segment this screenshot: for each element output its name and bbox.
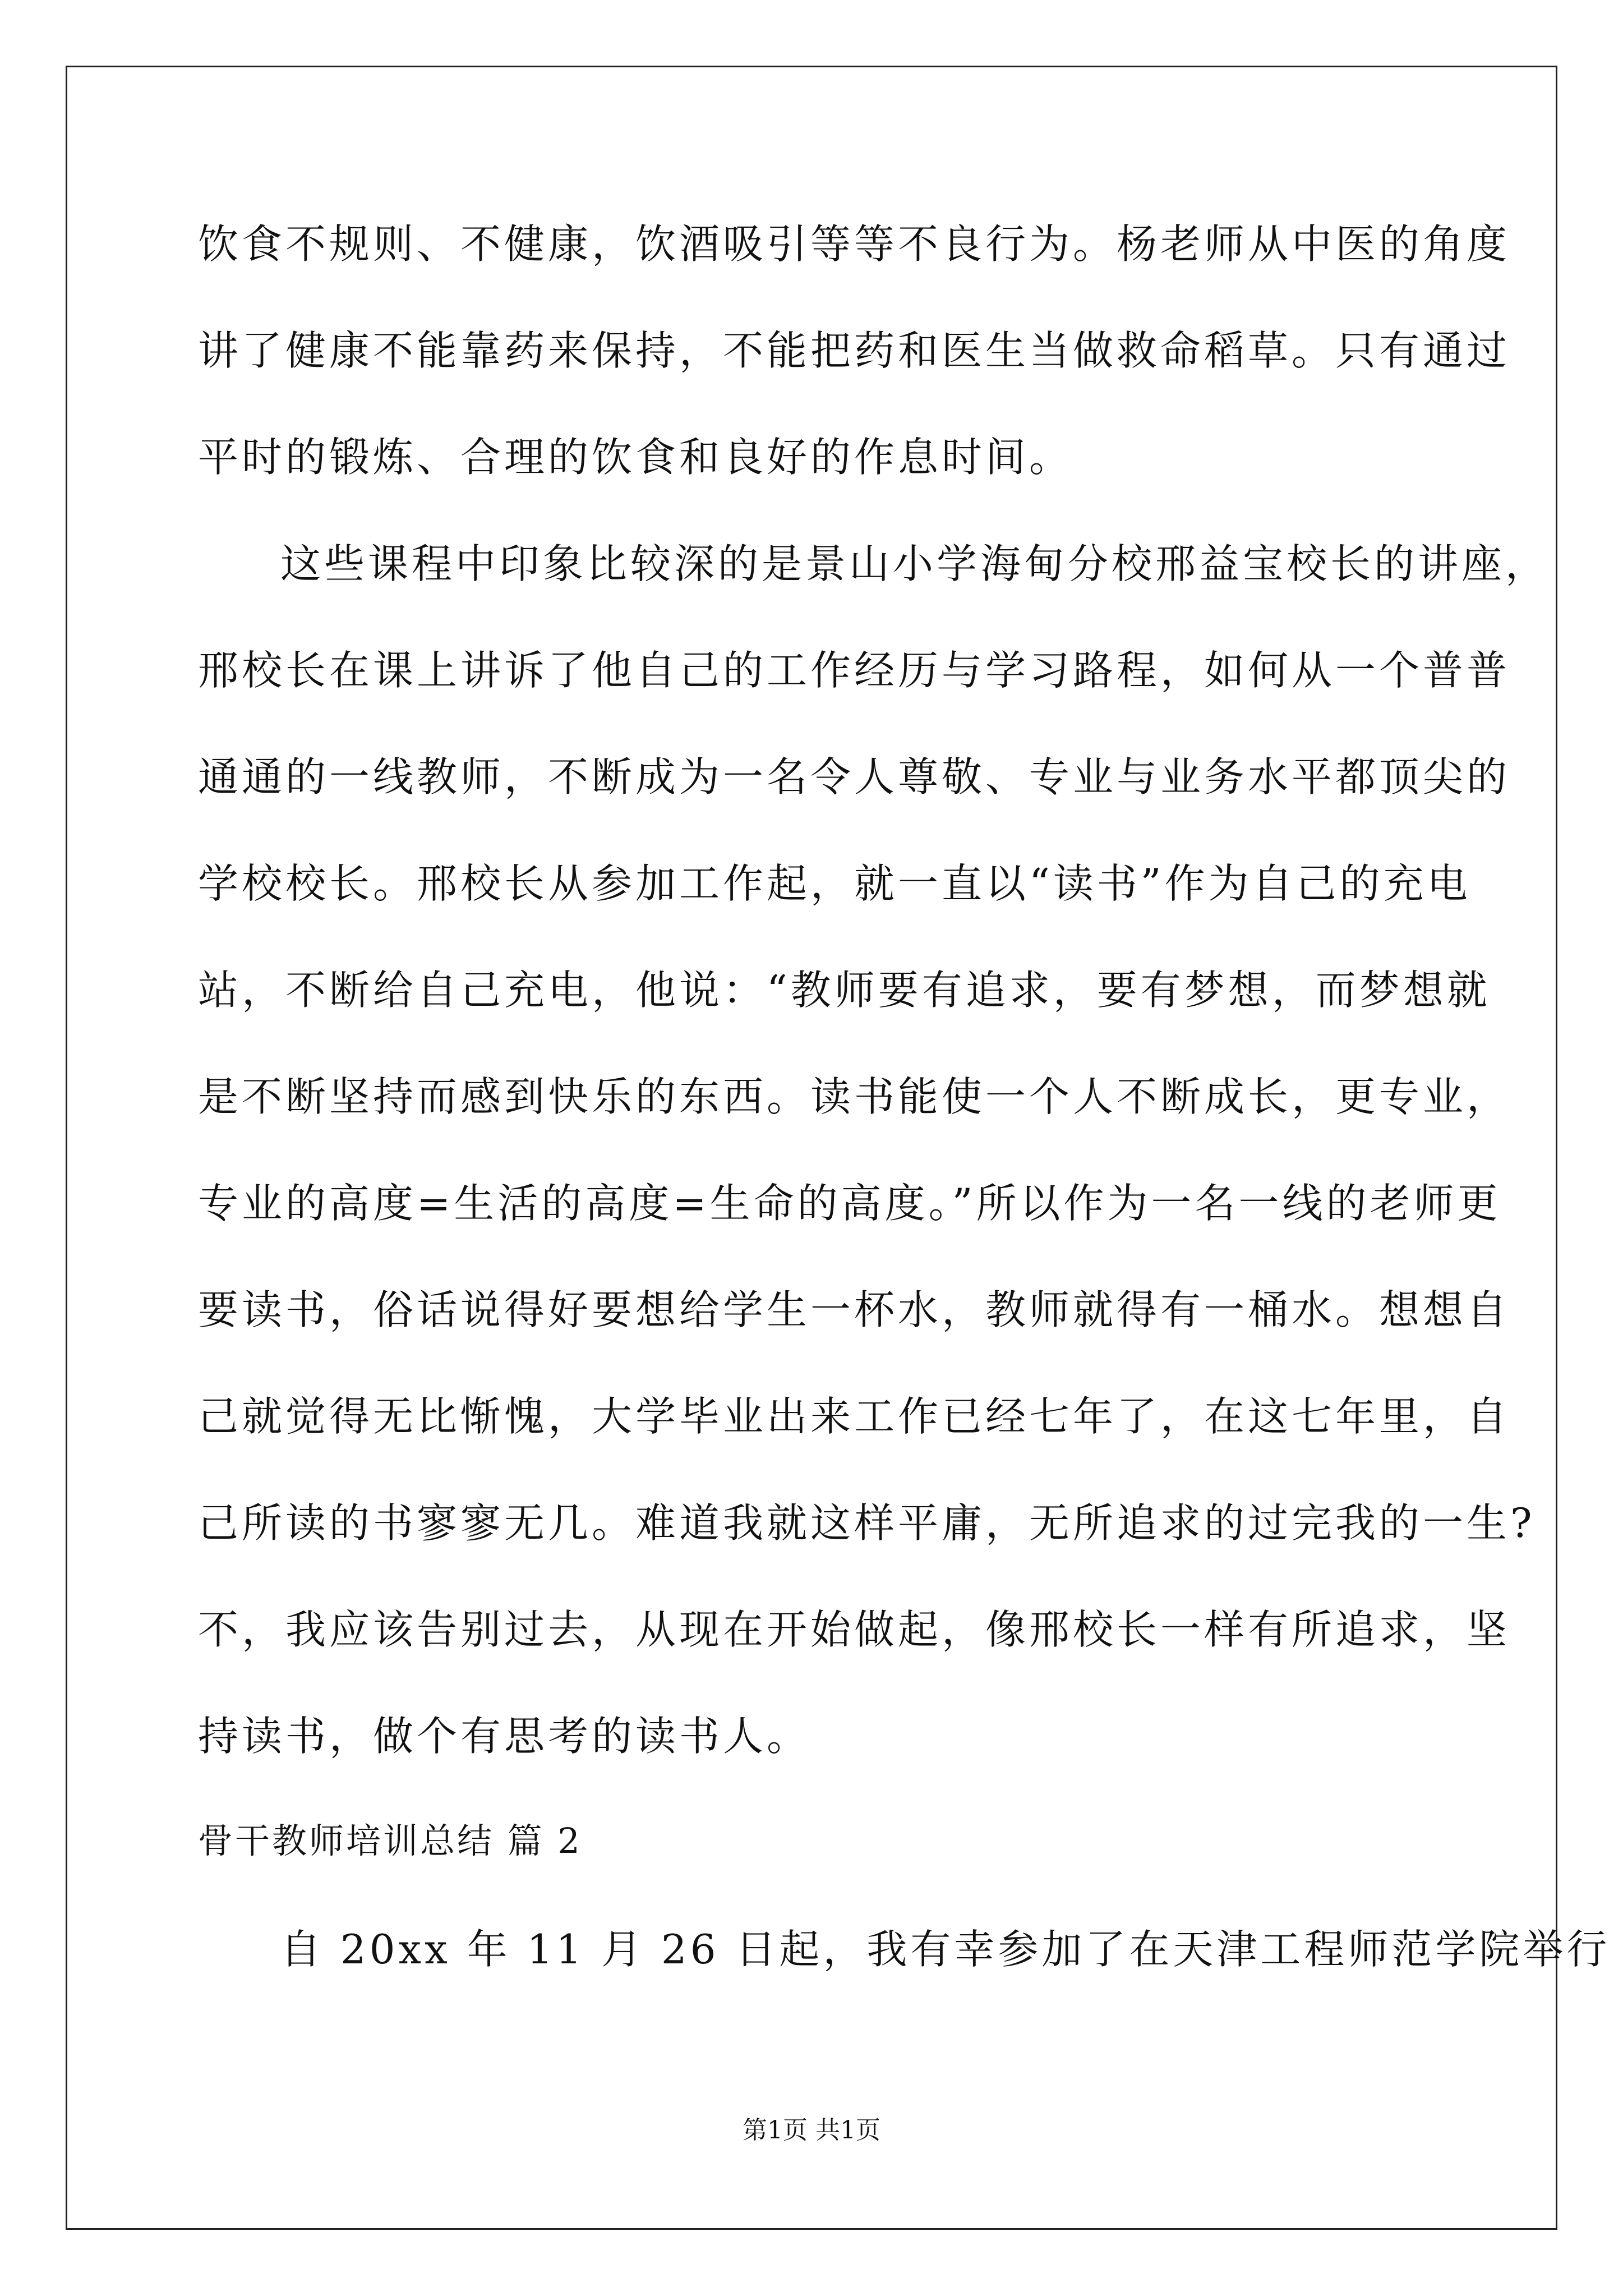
page-footer: 第1页 共1页	[743, 2116, 880, 2145]
paragraph-2-line-12: 持读书，做个有思考的读书人。	[198, 1713, 811, 1760]
paragraph-3-line-1: 自 20xx 年 11 月 26 日起，我有幸参加了在天津工程师范学院举行	[280, 1926, 1611, 1973]
paragraph-2-line-7: 专业的高度=生活的高度=生命的高度。”所以作为一名一线的老师更	[198, 1180, 1501, 1227]
paragraph-2-line-5: 站，不断给自己充电，他说：“教师要有追求，要有梦想，而梦想就	[198, 967, 1491, 1014]
paragraph-2-line-2: 邢校长在课上讲诉了他自己的工作经历与学习路程，如何从一个普普	[198, 647, 1511, 694]
paragraph-2-line-6: 是不断坚持而感到快乐的东西。读书能使一个人不断成长，更专业，	[198, 1073, 1511, 1120]
paragraph-2-line-1: 这些课程中印象比较深的是景山小学海甸分校邢益宝校长的讲座，	[280, 540, 1550, 587]
page-border	[66, 66, 1557, 2230]
paragraph-2-line-10: 己所读的书寥寥无几。难道我就这样平庸，无所追求的过完我的一生?	[198, 1499, 1536, 1547]
paragraph-2-line-4: 学校校长。邢校长从参加工作起，就一直以“读书”作为自己的充电	[198, 860, 1471, 907]
paragraph-2-line-11: 不，我应该告别过去，从现在开始做起，像邢校长一样有所追求，坚	[198, 1606, 1511, 1653]
paragraph-2-line-3: 通通的一线教师，不断成为一名令人尊敬、专业与业务水平都顶尖的	[198, 753, 1511, 800]
paragraph-2-line-9: 己就觉得无比惭愧，大学毕业出来工作已经七年了，在这七年里，自	[198, 1393, 1511, 1440]
paragraph-1-line-2: 讲了健康不能靠药来保持，不能把药和医生当做救命稻草。只有通过	[198, 327, 1511, 374]
paragraph-2-line-8: 要读书，俗话说得好要想给学生一杯水，教师就得有一桶水。想想自	[198, 1286, 1511, 1333]
section-heading: 骨干教师培训总结 篇 2	[198, 1820, 582, 1861]
paragraph-1-line-3: 平时的锻炼、合理的饮食和良好的作息时间。	[198, 434, 1073, 481]
paragraph-1-line-1: 饮食不规则、不健康，饮酒吸引等等不良行为。杨老师从中医的角度	[198, 220, 1511, 268]
